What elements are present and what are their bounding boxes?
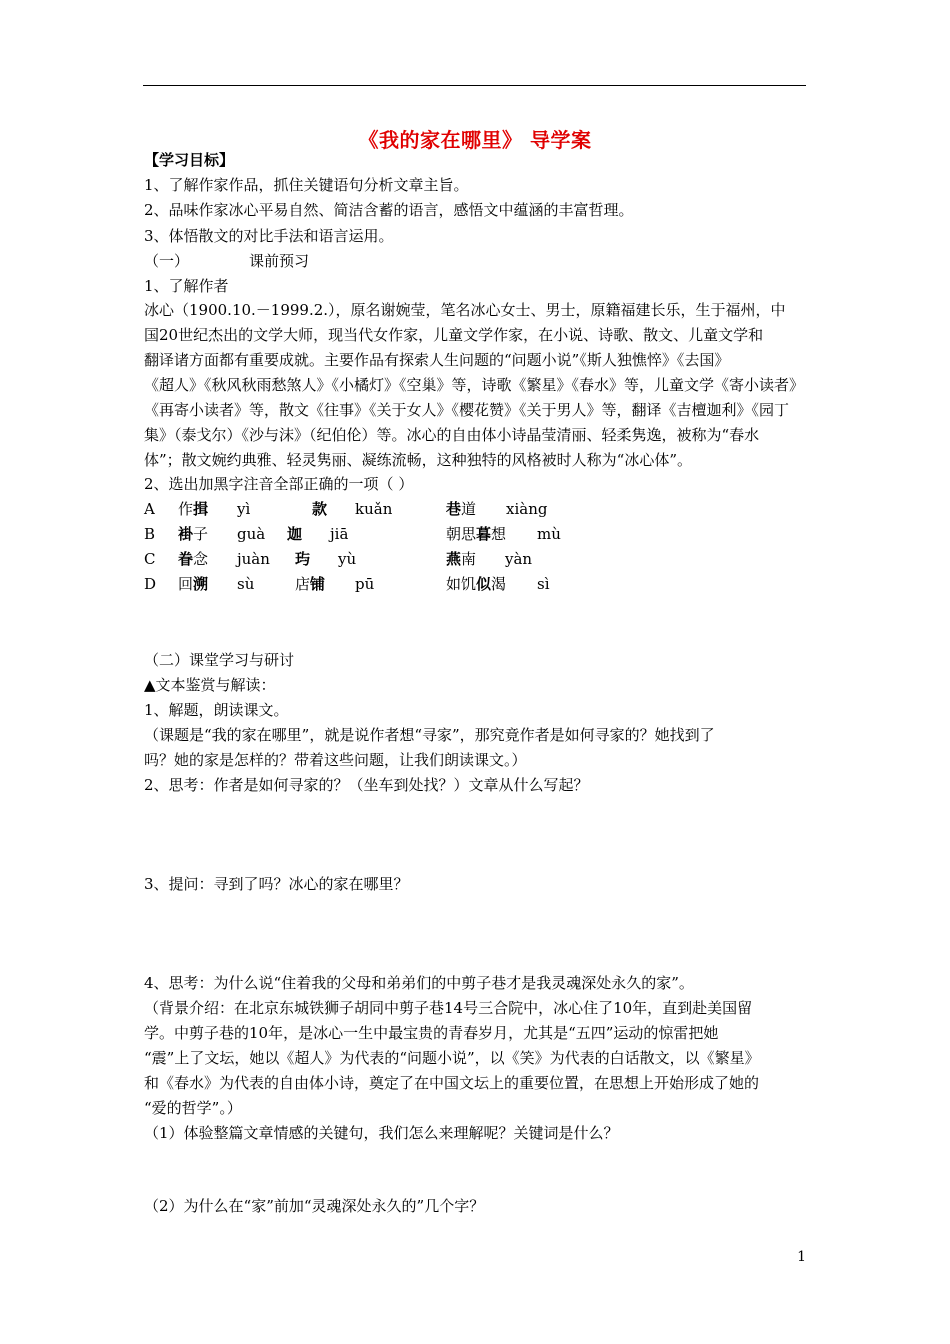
option-word-2: 店铺 — [295, 575, 326, 593]
bio-line: 翻译诸方面都有重要成就。主要作品有探索人生问题的“问题小说”《斯人独憔悴》《去国》 — [144, 351, 730, 369]
option-letter: B — [144, 525, 156, 543]
page-number: 1 — [797, 1249, 806, 1265]
background-note-line: （背景介绍：在北京东城铁狮子胡同中剪子巷14号三合院中，冰心住了10年，直到赴美国留 — [144, 999, 753, 1017]
objectives-heading: 【学习目标】 — [144, 151, 235, 169]
option-letter: D — [144, 575, 157, 593]
option-word-1: 回溯 — [178, 575, 209, 593]
option-pinyin-2: kuǎn — [355, 500, 393, 518]
page-title: 《我的家在哪里》 导学案 — [358, 128, 592, 152]
option-word-1: 眷念 — [178, 550, 209, 568]
bio-line: 《超人》《秋风秋雨愁煞人》《小橘灯》《空巢》等，诗歌《繁星》《春水》等，儿童文学《寄小读者》 — [144, 376, 805, 394]
sub-question-2: （2）为什么在“家”前加“灵魂深处永久的”几个字？ — [144, 1197, 485, 1215]
preview-section-num: （一） — [144, 252, 190, 270]
classroom-question-4: 4、思考：为什么说“住着我的父母和弟弟们的中剪子巷才是我灵魂深处永久的家”。 — [144, 974, 694, 992]
bio-line: 集》（泰戈尔）《沙与沫》（纪伯伦）等。冰心的自由体小诗晶莹清丽、轻柔隽逸，被称为“春水 — [144, 426, 760, 444]
bio-line: 冰心（1900.10.－1999.2.），原名谢婉莹，笔名冰心女士、男士，原籍福建长乐，生于福州，中 — [144, 301, 786, 319]
option-word-3: 朝思暮想 — [446, 525, 507, 543]
background-note-line: 学。中剪子巷的10年，是冰心一生中最宝贵的青春岁月，尤其是“五四”运动的惊雷把她 — [144, 1024, 719, 1042]
classroom-question-1: 1、解题，朗读课文。 — [144, 701, 289, 719]
preview-section-title: 课前预习 — [249, 252, 310, 270]
background-note-line: 和《春水》为代表的自由体小诗，奠定了在中国文坛上的重要位置，在思想上开始形成了她的 — [144, 1074, 760, 1092]
sub-question-1: （1）体验整篇文章情感的关键句，我们怎么来理解呢？关键词是什么？ — [144, 1124, 619, 1142]
option-word-3: 如饥似渴 — [446, 575, 507, 593]
classroom-note-line: 吗？她的家是怎样的？带着这些问题，让我们朗读课文。） — [144, 751, 527, 769]
classroom-subheading: ▲文本鉴赏与解读： — [144, 676, 276, 694]
option-word-2: 款 — [312, 500, 328, 518]
classroom-question-3: 3、提问：寻到了吗？冰心的家在哪里？ — [144, 875, 409, 893]
background-note-line: “爱的哲学”。） — [144, 1099, 242, 1117]
option-word-2: 迦 — [287, 525, 303, 543]
option-pinyin-3: yàn — [505, 550, 533, 568]
classroom-heading: （二）课堂学习与研讨 — [144, 651, 295, 669]
option-pinyin-1: juàn — [237, 550, 270, 568]
bio-line: 《再寄小读者》等，散文《往事》《关于女人》《樱花赞》《关于男人》等，翻译《吉檀迦利》《园丁 — [144, 401, 790, 419]
header-rule — [143, 85, 806, 86]
background-note-line: “震”上了文坛，她以《超人》为代表的“问题小说”，以《笑》为代表的白话散文，以《繁星》 — [144, 1049, 760, 1067]
option-letter: A — [144, 500, 155, 518]
objective-item: 3、体悟散文的对比手法和语言运用。 — [144, 227, 394, 245]
option-pinyin-3: sì — [537, 575, 550, 593]
option-word-2: 玙 — [295, 550, 311, 568]
option-pinyin-3: mù — [537, 525, 561, 543]
preview-question-2: 2、选出加黑字注音全部正确的一项（ ） — [144, 475, 414, 493]
option-pinyin-2: pū — [355, 575, 375, 593]
option-word-3: 巷道 — [446, 500, 477, 518]
preview-heading — [144, 251, 309, 271]
option-pinyin-1: sù — [237, 575, 255, 593]
option-word-1: 作揖 — [178, 500, 209, 518]
option-pinyin-1: yì — [237, 500, 251, 518]
option-pinyin-2: yù — [338, 550, 357, 568]
option-pinyin-2: jiā — [330, 525, 349, 543]
classroom-question-2: 2、思考：作者是如何寻家的？（坐车到处找？）文章从什么写起？ — [144, 776, 589, 794]
option-letter: C — [144, 550, 156, 568]
bio-line: 国20世纪杰出的文学大师，现当代女作家，儿童文学作家，在小说、诗歌、散文、儿童文学和 — [144, 326, 764, 344]
objective-item: 2、品味作家冰心平易自然、简洁含蓄的语言，感悟文中蕴涵的丰富哲理。 — [144, 201, 634, 219]
option-word-1: 褂子 — [178, 525, 209, 543]
option-pinyin-3: xiàng — [506, 500, 548, 518]
option-pinyin-1: guà — [237, 525, 266, 543]
option-word-3: 燕南 — [446, 550, 477, 568]
bio-line: 体”；散文婉约典雅、轻灵隽丽、凝练流畅，这种独特的风格被时人称为“冰心体”。 — [144, 451, 693, 469]
preview-question-1: 1、了解作者 — [144, 277, 229, 295]
classroom-note-line: （课题是“我的家在哪里”，就是说作者想“寻家”，那究竟作者是如何寻家的？她找到了 — [144, 726, 715, 744]
objective-item: 1、了解作家作品，抓住关键语句分析文章主旨。 — [144, 176, 469, 194]
